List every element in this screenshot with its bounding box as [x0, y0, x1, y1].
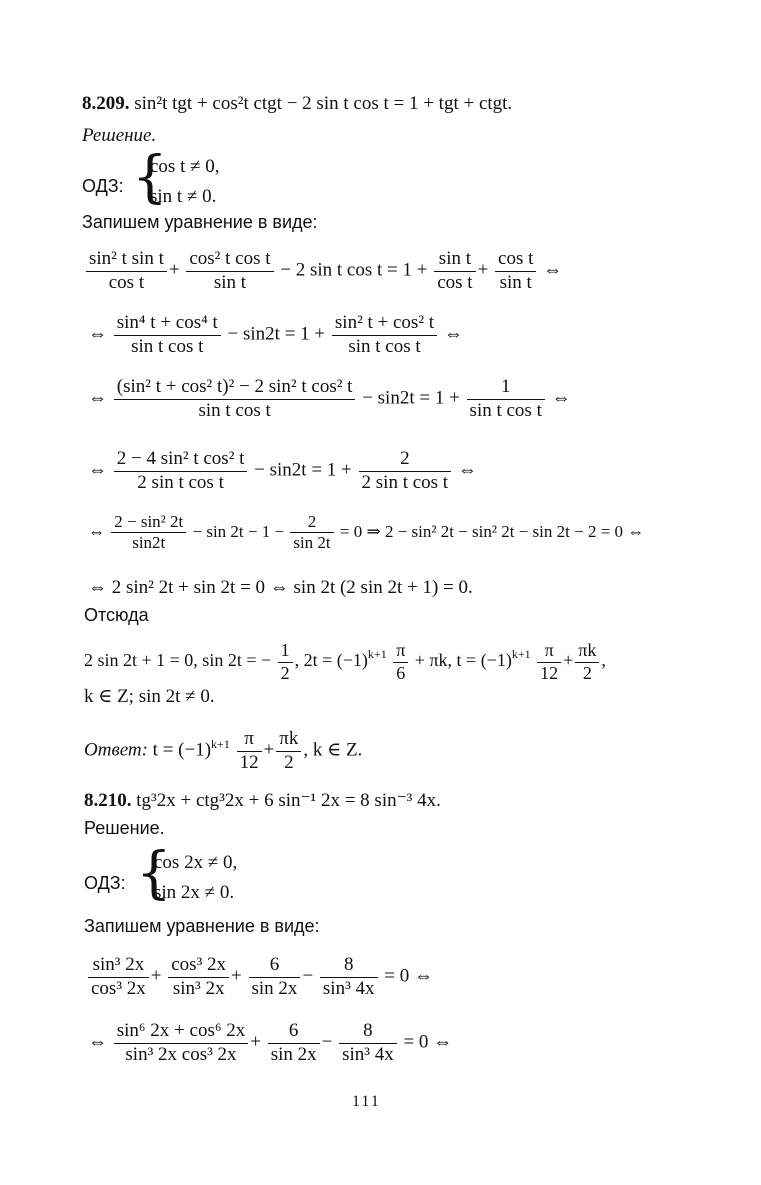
- numerator: 6: [249, 954, 301, 978]
- expression-text: +: [563, 650, 574, 671]
- equivalence-symbol: ⇔: [543, 259, 563, 281]
- equivalence-symbol: ⇔: [457, 459, 477, 481]
- odz-condition-1: cos 2x ≠ 0,: [154, 852, 238, 873]
- denominator: sin t: [213, 271, 247, 293]
- answer-label: Ответ:: [84, 739, 148, 761]
- expression-text: ,: [601, 650, 606, 671]
- expression-text: + πk, t = (−1): [414, 650, 512, 671]
- fraction: [495, 248, 536, 295]
- numerator: sin⁴ t + cos⁴ t: [114, 312, 221, 336]
- numerator: 2 − 4 sin² t cos² t: [114, 448, 248, 472]
- expression-text: − sin2t = 1 +: [254, 459, 352, 481]
- solution-label: Решение.: [82, 125, 157, 146]
- numerator: 2: [290, 512, 333, 533]
- numerator: πk: [575, 640, 599, 663]
- exponent: k+1: [367, 647, 387, 662]
- denominator: sin 2x: [251, 977, 298, 999]
- numerator: 8: [339, 1020, 397, 1044]
- expression-text: , 2t = (−1): [294, 650, 368, 671]
- fraction: [467, 376, 545, 423]
- fraction: [114, 376, 356, 423]
- equation-line-2: ⇔ $\frac{\text{sin⁶ 2x + cos⁶ 2x}}{\text{sin³ 2x cos³ 2x}}$ + $\frac{6}{\sin 2x}$ − $\frac{8}{\text{sin³ 4x}}$ = 0 ⇔: [88, 1020, 453, 1065]
- denominator: sin³ 2x: [172, 977, 225, 999]
- problem-number: 8.209.: [82, 93, 130, 114]
- solution-line-2: k ∈ Z; sin 2t ≠ 0.: [84, 686, 215, 707]
- odz-label: ОДЗ:: [84, 873, 126, 893]
- fraction: [88, 954, 149, 1001]
- fraction: [168, 954, 229, 1001]
- numerator: πk: [276, 728, 301, 752]
- numerator: cos² t cos t: [186, 248, 273, 272]
- denominator: cos t: [108, 271, 145, 293]
- fraction: [320, 954, 378, 1001]
- fraction: [290, 512, 333, 554]
- denominator: sin 2t: [293, 533, 331, 553]
- numerator: π: [237, 728, 262, 752]
- numerator: π: [537, 640, 561, 663]
- fraction: [575, 640, 599, 684]
- fraction: [111, 512, 186, 554]
- equation-line-5: [88, 512, 644, 554]
- fraction: [537, 640, 561, 684]
- fraction: [278, 640, 293, 684]
- denominator: 12: [540, 662, 559, 683]
- equivalence-symbol: ⇔: [88, 521, 105, 541]
- equation-line-6: ⇔ 2 sin² 2t + sin 2t = 0 ⇔ sin 2t (2 sin 2t + 1) = 0.: [88, 577, 473, 598]
- fraction: [393, 640, 408, 684]
- numerator: π: [393, 640, 408, 663]
- fraction: [237, 728, 262, 775]
- fraction: [114, 448, 248, 495]
- numerator: 1: [467, 376, 545, 400]
- rewrite-label: Запишем уравнение в виде:: [84, 916, 320, 936]
- equation-line-4: [88, 448, 477, 495]
- expression-text: +: [263, 739, 275, 761]
- numerator: sin² t sin t: [86, 248, 167, 272]
- denominator: cos t: [437, 271, 473, 293]
- numerator: 2 − sin² 2t: [111, 512, 186, 533]
- fraction: [86, 248, 167, 295]
- answer-line: [84, 728, 362, 775]
- equivalence-symbol: ⇔: [551, 387, 571, 409]
- expression-text: − sin 2t − 1 −: [192, 521, 285, 541]
- fraction: [114, 312, 221, 359]
- denominator: 2: [280, 662, 290, 683]
- equation-line-1: $\frac{\text{sin² t sin t}}{\text{cos t}}$ + $\frac{\text{cos² t cos t}}{\text{sin t}}$ − 2 sin t cos t = 1 + $\frac{\text{sin t}}{\text{cos t}}$ + $\frac{\text{cos t}}{\text{sin t}}$ ⇔: [84, 248, 562, 295]
- problem-209-heading: [82, 93, 512, 115]
- equivalence-symbol: ⇔: [88, 387, 107, 409]
- fraction: [339, 1020, 397, 1067]
- numerator: (sin² t + cos² t)² − 2 sin² t cos² t: [114, 376, 356, 400]
- expression-text: − 2 sin t cos t = 1 +: [280, 259, 428, 281]
- equivalence-symbol: ⇔: [88, 323, 107, 345]
- equivalence-symbol: ⇔: [443, 323, 463, 345]
- denominator: sin³ 4x: [322, 977, 375, 999]
- numerator: sin t: [434, 248, 475, 272]
- expression-text: = 0 ⇔: [403, 1031, 453, 1053]
- denominator: sin 2x: [270, 1043, 317, 1065]
- denominator: sin³ 4x: [342, 1043, 394, 1065]
- fraction: [434, 248, 475, 295]
- expression-text: , k ∈ Z.: [303, 739, 363, 761]
- denominator: sin t cos t: [469, 399, 542, 421]
- denominator: sin³ 2x cos³ 2x: [125, 1043, 237, 1065]
- numerator: 6: [268, 1020, 320, 1044]
- hence-label: Отсюда: [84, 605, 149, 625]
- denominator: sin t: [499, 271, 532, 293]
- expression-text: t = (−1): [152, 739, 212, 761]
- system-brace: {: [136, 841, 172, 906]
- system-brace: {: [132, 145, 168, 210]
- numerator: cos t: [495, 248, 536, 272]
- fraction: [249, 954, 301, 1001]
- fraction: [332, 312, 437, 359]
- rewrite-label: Запишем уравнение в виде:: [82, 212, 318, 232]
- denominator: 2: [582, 662, 592, 683]
- equivalence-symbol: ⇔: [88, 1031, 107, 1053]
- equivalence-symbol: ⇔: [88, 459, 107, 481]
- denominator: cos³ 2x: [91, 977, 146, 999]
- odz-condition-2: sin 2x ≠ 0.: [154, 882, 235, 903]
- fraction: [276, 728, 301, 775]
- denominator: 2 sin t cos t: [361, 471, 449, 493]
- problem-equation: tg³2x + ctg³2x + 6 sin⁻¹ 2x = 8 sin⁻³ 4x.: [136, 790, 441, 811]
- fraction: [186, 248, 273, 295]
- problem-210-heading: [84, 790, 441, 812]
- numerator: sin³ 2x: [88, 954, 149, 978]
- page-number: 111: [352, 1093, 381, 1110]
- denominator: sin2t: [132, 533, 166, 553]
- solution-label: Решение.: [84, 818, 165, 838]
- denominator: 2: [284, 751, 294, 773]
- numerator: 2: [359, 448, 452, 472]
- numerator: sin⁶ 2x + cos⁶ 2x: [114, 1020, 248, 1044]
- expression-text: = 0 ⇒ 2 − sin² 2t − sin² 2t − sin 2t − 2 = 0 ⇔: [339, 521, 645, 541]
- exponent: k+1: [511, 647, 531, 662]
- problem-number: 8.210.: [84, 790, 132, 811]
- solution-line: [84, 640, 606, 684]
- problem-equation: sin²t tgt + cos²t ctgt − 2 sin t cos t = 1 + tgt + ctgt.: [134, 93, 513, 114]
- expression-text: = 0 ⇔: [384, 965, 433, 987]
- numerator: sin² t + cos² t: [332, 312, 437, 336]
- denominator: sin t cos t: [198, 399, 271, 421]
- denominator: 2 sin t cos t: [137, 471, 224, 493]
- expression-text: 2 sin 2t + 1 = 0, sin 2t = −: [84, 650, 272, 671]
- expression-text: − sin2t = 1 +: [227, 323, 326, 345]
- odz-condition-2: sin t ≠ 0.: [150, 186, 217, 207]
- odz-condition-1: cos t ≠ 0,: [150, 156, 220, 177]
- denominator: 12: [239, 751, 259, 773]
- numerator: 1: [278, 640, 293, 663]
- odz-label: ОДЗ:: [82, 176, 124, 196]
- equation-line-3: [88, 376, 571, 423]
- denominator: sin t cos t: [348, 335, 421, 357]
- equation-line-1: $\frac{\text{sin³ 2x}}{\text{cos³ 2x}}$ + $\frac{\text{cos³ 2x}}{\text{sin³ 2x}}$ + $\frac{6}{\sin 2x}$ − $\frac{8}{\text{sin³ 4x}}$ = 0 ⇔: [86, 954, 433, 1001]
- numerator: cos³ 2x: [168, 954, 229, 978]
- exponent: k+1: [211, 736, 230, 751]
- fraction: [114, 1020, 248, 1067]
- fraction: [268, 1020, 320, 1067]
- equation-line-2: [88, 312, 463, 359]
- expression-text: − sin2t = 1 +: [362, 387, 460, 409]
- denominator: 6: [396, 662, 406, 683]
- denominator: sin t cos t: [131, 335, 204, 357]
- numerator: 8: [320, 954, 378, 978]
- fraction: [359, 448, 452, 495]
